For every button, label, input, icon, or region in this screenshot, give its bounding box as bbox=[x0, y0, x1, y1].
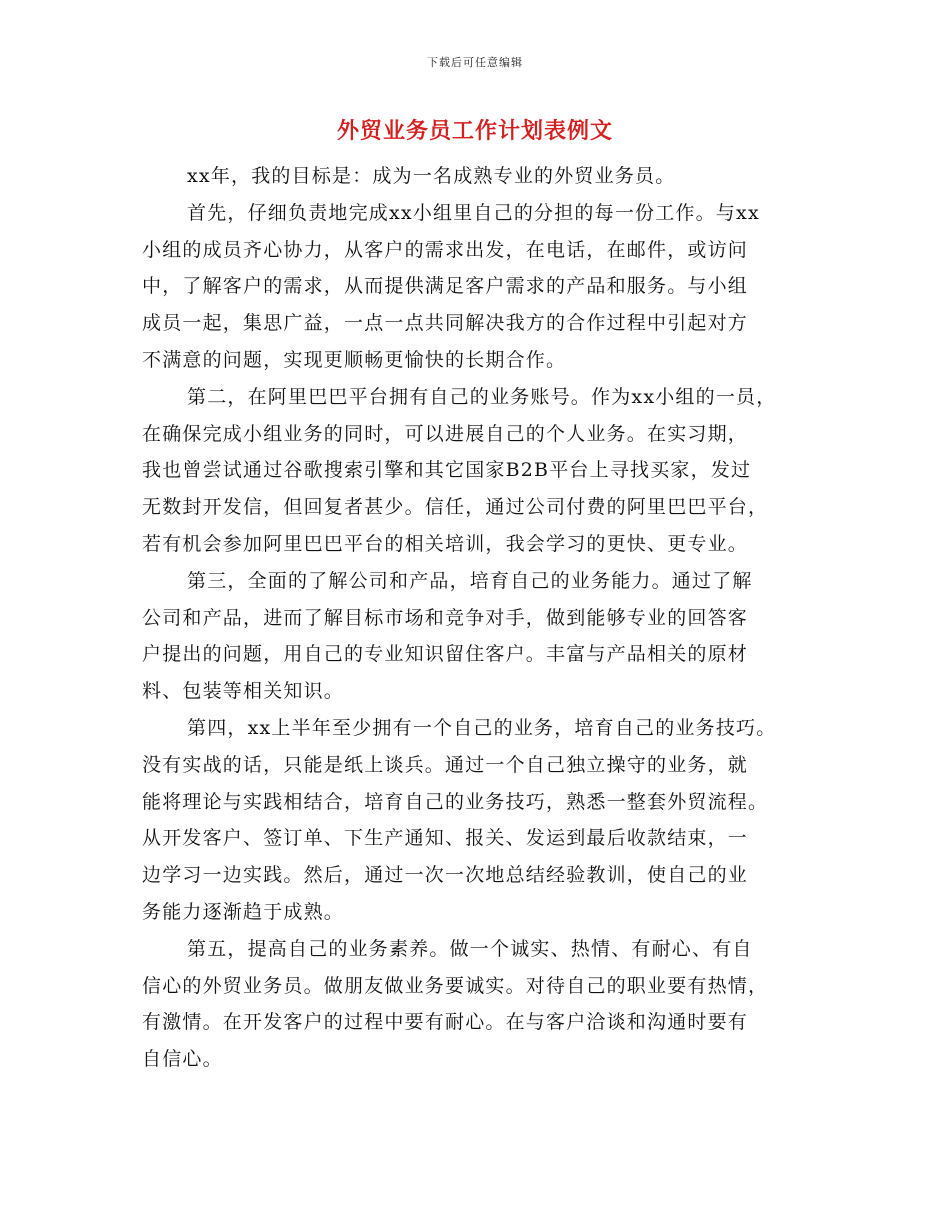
body-line: 若有机会参加阿里巴巴平台的相关培训，我会学习的更快、更专业。 bbox=[142, 532, 749, 555]
body-line: 第二，在阿里巴巴平台拥有自己的业务账号。作为xx小组的一员， bbox=[187, 385, 777, 408]
body-line: 第三，全面的了解公司和产品，培育自己的业务能力。通过了解 bbox=[187, 569, 753, 592]
body-line: 第五，提高自己的业务素养。做一个诚实、热情、有耐心、有自 bbox=[187, 937, 753, 960]
header-note: 下载后可任意编辑 bbox=[427, 56, 523, 69]
body-line: 成员一起，集思广益，一点一点共同解决我方的合作过程中引起对方 bbox=[142, 312, 749, 335]
body-line: 无数封开发信，但回复者甚少。信任，通过公司付费的阿里巴巴平台， bbox=[142, 496, 769, 519]
body-line: 不满意的问题，实现更顺畅更愉快的长期合作。 bbox=[142, 348, 567, 371]
document-title: 外贸业务员工作计划表例文 bbox=[336, 118, 613, 144]
body-line: 第四，xx上半年至少拥有一个自己的业务，培育自己的业务技巧。 bbox=[187, 716, 777, 739]
body-line: 户提出的问题，用自己的专业知识留住客户。丰富与产品相关的原材 bbox=[142, 643, 749, 666]
document-body bbox=[142, 158, 822, 1078]
body-line: 料、包装等相关知识。 bbox=[142, 680, 345, 703]
body-line: 中，了解客户的需求，从而提供满足客户需求的产品和服务。与小组 bbox=[142, 275, 749, 298]
body-line: 从开发客户、签订单、下生产通知、报关、发运到最后收款结束，一 bbox=[142, 827, 749, 850]
body-line: 务能力逐渐趋于成熟。 bbox=[142, 900, 345, 923]
body-line: 有激情。在开发客户的过程中要有耐心。在与客户洽谈和沟通时要有 bbox=[142, 1011, 749, 1034]
body-line: 我也曾尝试通过谷歌搜索引擎和其它国家B2B平台上寻找买家，发过 bbox=[142, 459, 752, 482]
body-line: 在确保完成小组业务的同时，可以进展自己的个人业务。在实习期， bbox=[142, 422, 749, 445]
body-line: 首先，仔细负责地完成xx小组里自己的分担的每一份工作。与xx bbox=[187, 201, 760, 224]
body-line: 自信心。 bbox=[142, 1048, 223, 1071]
body-line: 没有实战的话，只能是纸上谈兵。通过一个自己独立操守的业务，就 bbox=[142, 753, 749, 776]
body-line: 信心的外贸业务员。做朋友做业务要诚实。对待自己的职业要有热情， bbox=[142, 974, 769, 997]
body-line: xx年，我的目标是：成为一名成熟专业的外贸业务员。 bbox=[187, 165, 676, 187]
body-line: 小组的成员齐心协力，从客户的需求出发，在电话，在邮件，或访问 bbox=[142, 238, 749, 261]
body-line: 公司和产品，进而了解目标市场和竞争对手，做到能够专业的回答客 bbox=[142, 606, 749, 629]
body-line: 能将理论与实践相结合，培育自己的业务技巧，熟悉一整套外贸流程。 bbox=[142, 790, 769, 813]
body-line: 边学习一边实践。然后，通过一次一次地总结经验教训，使自己的业 bbox=[142, 864, 749, 887]
